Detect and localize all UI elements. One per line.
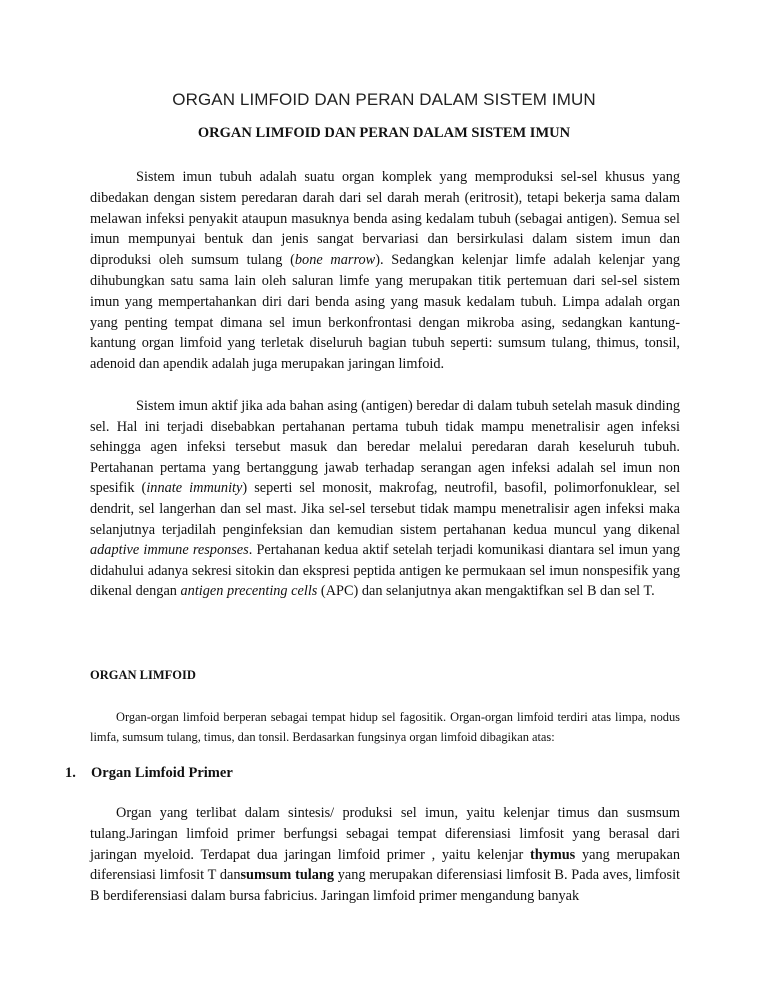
list-number: 1. (65, 765, 76, 781)
paragraph-text: ). Sedangkan kelenjar limfe adalah kelenjar yang dihubungkan satu sama lain oleh saluran limfe yang merupakan titik pertemuan dari sel-sel sistem imun yang mempertahankan diri dari benda asing yang masuk kedalam tubuh. Limpa adalah organ yang penting tempat dimana sel imun berkonfrontasi dengan mikroba asing, sedangkan kantung-kantung organ limfoid yang terletak diseluruh bagian tubuh seperti: sumsum tulang, thimus, tonsil, adenoid dan apendik adalah juga merupakan jaringan limfoid. (90, 252, 681, 373)
section-heading: ORGAN LIMFOID (90, 668, 196, 682)
document-subtitle: ORGAN LIMFOID DAN PERAN DALAM SISTEM IMUN (197, 125, 571, 141)
numbered-heading-label: Organ Limfoid Primer (91, 765, 233, 781)
paragraph-text: . Pertahanan kedua aktif setelah terjadi komunikasi diantara sel imun yang didahului adanya sekresi sitokin dan ekspresi peptida antigen ke permukaan sel imun nonspesifik yang dikenal dengan (90, 542, 680, 600)
italic-term: antigen precenting cells (180, 583, 318, 600)
paragraph-text: Sistem imun aktif jika ada bahan asing (antigen) beredar di dalam tubuh setelah masuk dinding sel. Hal ini terjadi disebabkan pertahanan pertama tubuh tidak mampu menetralisir agen infeksi sehingga agen infeksi tersebut masuk dan beredar melalui peredaran darah keseluruh tubuh. Pertahanan pertama yang bertanggung jawab terhadap serangan agen infeksi adalah sel imun non spesifik ( (90, 398, 680, 497)
intro-paragraph (90, 167, 680, 375)
italic-term: adaptive immune responses (90, 542, 249, 559)
paragraph-text: yang merupakan diferensiasi limfosit T dan (90, 846, 681, 884)
paragraph-text: Sistem imun tubuh adalah suatu organ komplek yang memproduksi sel-sel khusus yang dibedakan dengan sistem peredaran darah dari sel darah merah (eritrosit), tetapi bekerja sama dalam melawan infeksi penyakit ataupun masuknya benda asing kedalam tubuh (sebagai antigen). Semua sel imun mempunyai bentuk dan jenis sangat bervariasi dan bersirkulasi dalam sistem imun dan diproduksi oleh sumsum tulang ( (90, 169, 680, 269)
primary-organ-paragraph (90, 803, 680, 907)
paragraph-text: yang merupakan diferensiasi limfosit B. Pada aves, limfosit B berdiferensiasi dalam bursa fabricius. Jaringan limfoid primer mengandung banyak (90, 867, 681, 905)
numbered-heading (65, 765, 233, 782)
italic-term: bone marrow (294, 252, 376, 269)
italic-term: innate immunity (146, 480, 243, 497)
organ-limfoid-paragraph: Organ-organ limfoid berperan sebagai tempat hidup sel fagositik. Organ-organ limfoid terdiri atas limpa, nodus limfa, sumsum tulang, timus, dan tonsil. Berdasarkan fungsinya organ limfoid dibagikan atas: (90, 710, 680, 744)
immune-activation-paragraph (90, 396, 680, 602)
bold-term: sumsum tulang (240, 867, 335, 884)
paragraph-text: Organ yang terlibat dalam sintesis/ produksi sel imun, yaitu kelenjar timus dan susmsum tulang.Jaringan limfoid primer berfungsi sebagai tempat diferensiasi limfosit yang berasal dari jaringan myeloid. Terdapat dua jaringan limfoid primer , yaitu kelenjar (90, 805, 680, 863)
bold-term: thymus (529, 846, 576, 863)
document-title: ORGAN LIMFOID DAN PERAN DALAM SISTEM IMUN (172, 90, 596, 109)
paragraph-text: ) seperti sel monosit, makrofag, neutrofil, basofil, polimorfonuklear, sel dendrit, sel langerhan dan sel mast. Jika sel-sel tersebut tidak mampu menetralisir agen infeksi maka selanjutnya terjadilah penginfeksian dan kemudian sistem pertahanan kedua muncul yang dikenal (90, 480, 680, 538)
paragraph-text: (APC) dan selanjutnya akan mengaktifkan sel B dan sel T. (317, 583, 655, 600)
